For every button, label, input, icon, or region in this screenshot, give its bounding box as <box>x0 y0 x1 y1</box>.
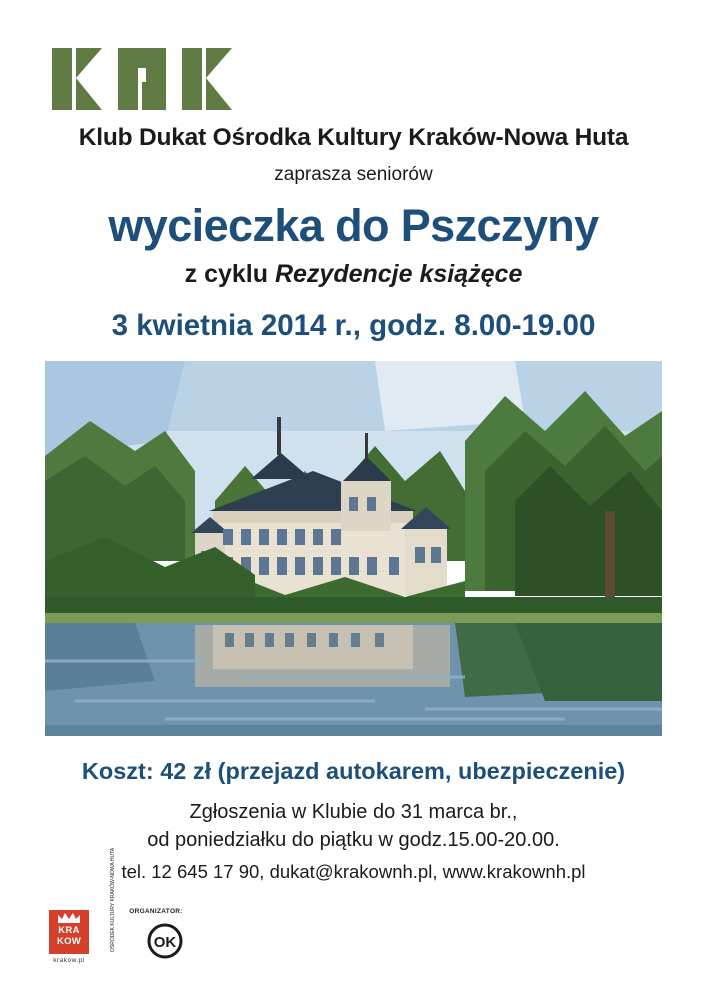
krakow-crest-text <box>57 925 81 947</box>
date-line: 3 kwietnia 2014 r., godz. 8.00-19.00 <box>111 309 596 342</box>
page-title: wycieczka do Pszczyny <box>108 200 599 251</box>
subtitle-italic: Rezydencje książęce <box>274 260 523 288</box>
invite-line: zaprasza seniorów <box>274 164 433 185</box>
palace-photo <box>45 361 662 736</box>
krk-logo-icon <box>52 48 242 110</box>
organizer-label: ORGANIZATOR: <box>129 908 183 916</box>
ok-mark-text: OK <box>153 934 177 952</box>
cost-line: Koszt: 42 zł (przejazd autokarem, ubezpieczenie) <box>81 758 626 784</box>
krakow-crest-icon <box>49 910 89 954</box>
ok-mark-icon <box>125 918 187 964</box>
krakow-url: krakow.pl <box>53 957 85 965</box>
organizer-logo <box>110 848 187 964</box>
krakow-crest-line1: KRA <box>58 925 80 937</box>
organizer-line: Klub Dukat Ośrodka Kultury Kraków-Nowa Huta <box>78 124 629 151</box>
subtitle-line <box>185 260 523 289</box>
krk-logo-container <box>39 48 669 110</box>
organizer-side-text-1: OŚRODEK KULTURY KRAKÓW-NOWA HUTA <box>110 848 116 953</box>
info-line-1: Zgłoszenia w Klubie do 31 marca br., <box>189 801 518 823</box>
contact-line: tel. 12 645 17 90, dukat@krakownh.pl, www.krakownh.pl <box>121 860 586 882</box>
krakow-logo <box>49 910 89 964</box>
crown-icon <box>58 913 80 923</box>
krakow-crest-line2: KOW <box>56 936 82 948</box>
info-line-2: od poniedziałku do piątku w godz.15.00-20.00. <box>147 829 560 852</box>
subtitle-prefix: z cyklu <box>184 260 275 288</box>
